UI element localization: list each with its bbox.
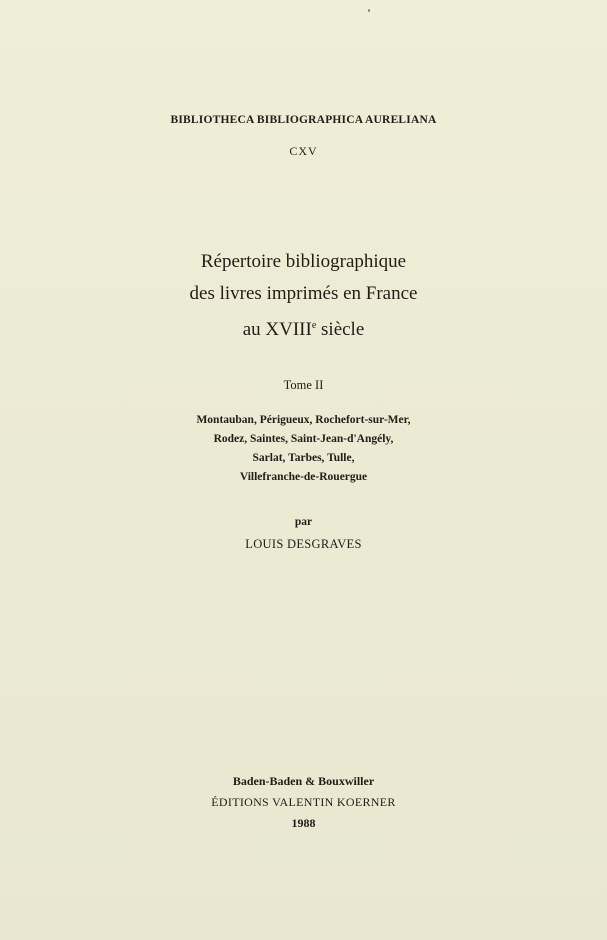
places-line: Rodez, Saintes, Saint-Jean-d'Angély, <box>213 433 394 445</box>
imprint <box>0 771 607 834</box>
title-line-3-superscript: e <box>311 320 317 331</box>
places-line: Villefranche-de-Rouergue <box>239 471 368 483</box>
title-line-3-prefix: au XVIII <box>242 319 312 340</box>
places-line: Montauban, Périgueux, Rochefort-sur-Mer, <box>196 414 411 426</box>
title-line-3-suffix: siècle <box>316 319 365 340</box>
book-title <box>0 246 607 346</box>
author-name: LOUIS DESGRAVES <box>245 537 362 551</box>
imprint-year: 1988 <box>291 816 316 830</box>
byline-par: par <box>294 516 313 528</box>
imprint-place: Baden-Baden & Bouxwiller <box>232 774 375 788</box>
places-list <box>0 411 607 487</box>
title-line-2: des livres imprimés en France <box>189 283 418 304</box>
title-line-1: Répertoire bibliographique <box>200 251 407 272</box>
series-title: BIBLIOTHECA BIBLIOGRAPHICA AURELIANA <box>170 114 437 126</box>
tome-label: Tome II <box>283 378 324 392</box>
places-line: Sarlat, Tarbes, Tulle, <box>252 452 355 464</box>
paper-speck <box>368 9 370 12</box>
imprint-publisher: ÉDITIONS VALENTIN KOERNER <box>211 795 396 809</box>
series-number: CXV <box>289 144 318 158</box>
title-line-3 <box>0 310 607 346</box>
